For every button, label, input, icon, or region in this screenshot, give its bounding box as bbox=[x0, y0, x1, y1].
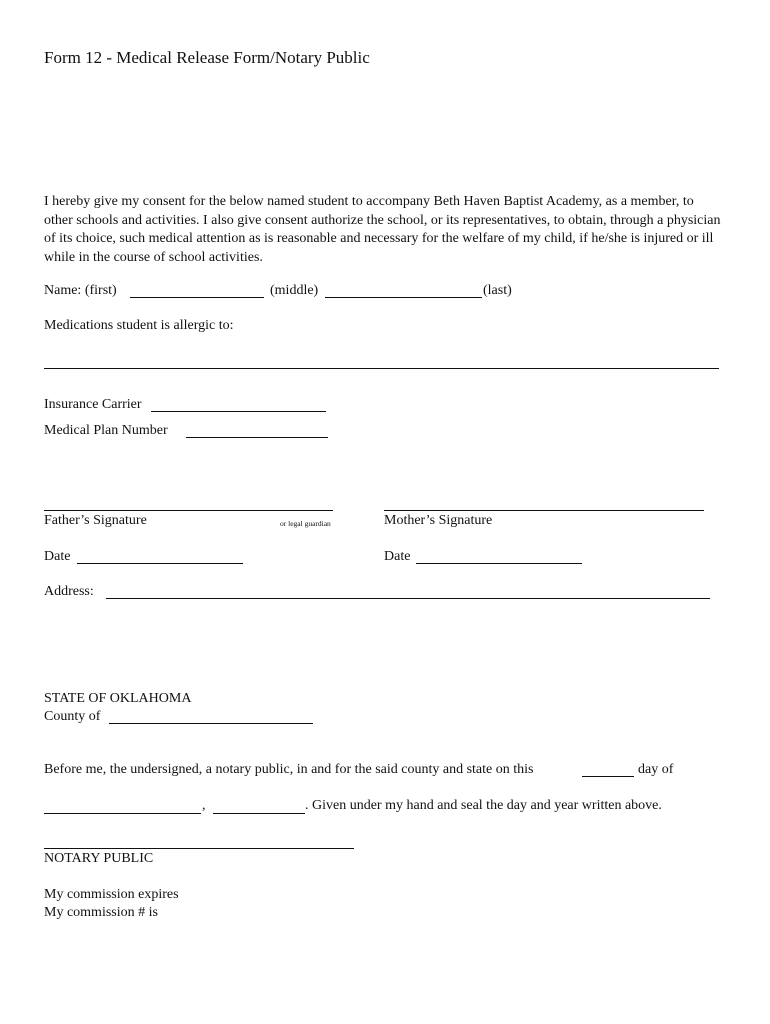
father-date-label: Date bbox=[44, 549, 71, 564]
mother-date-label: Date bbox=[384, 549, 411, 564]
state-label: STATE OF OKLAHOMA bbox=[44, 691, 192, 706]
father-signature-field[interactable] bbox=[44, 510, 333, 511]
consent-paragraph: I hereby give my consent for the below named student to accompany Beth Haven Baptist Academy, as a member, to other schools and activities. I also give consent authorize the school, or its representatives, to obtain, through a physician of its choice, such medical attention as is reasonable and necessary for the welfare of my child, if he/she is injured or ill while in the course of school activities. bbox=[44, 194, 721, 265]
mother-signature-field[interactable] bbox=[384, 510, 704, 511]
name-first-field[interactable] bbox=[130, 297, 264, 298]
name-middle-label: (middle) bbox=[270, 283, 319, 298]
commission-expires-label: My commission expires bbox=[44, 887, 179, 902]
name-middle-field[interactable] bbox=[325, 297, 482, 298]
name-last-label: (last) bbox=[483, 283, 512, 298]
month-field[interactable] bbox=[44, 813, 201, 814]
father-signature-label: Father’s Signature bbox=[44, 513, 147, 528]
mother-signature-label: Mother’s Signature bbox=[384, 513, 493, 528]
form-title: Form 12 - Medical Release Form/Notary Public bbox=[44, 48, 370, 67]
insurance-field[interactable] bbox=[151, 411, 326, 412]
year-field[interactable] bbox=[213, 813, 305, 814]
mother-date-field[interactable] bbox=[416, 563, 582, 564]
address-label: Address: bbox=[44, 584, 94, 599]
name-first-label: Name: (first) bbox=[44, 283, 117, 298]
county-label: County of bbox=[44, 709, 101, 724]
notary-signature-field[interactable] bbox=[44, 848, 354, 849]
day-field[interactable] bbox=[582, 776, 634, 777]
county-field[interactable] bbox=[109, 723, 313, 724]
allergy-field[interactable] bbox=[44, 368, 719, 369]
father-date-field[interactable] bbox=[77, 563, 243, 564]
allergy-label: Medications student is allergic to: bbox=[44, 318, 234, 333]
notary-public-label: NOTARY PUBLIC bbox=[44, 851, 154, 866]
given-text: . Given under my hand and seal the day and year written above. bbox=[305, 798, 662, 813]
medical-plan-label: Medical Plan Number bbox=[44, 423, 168, 438]
day-of-text: day of bbox=[638, 762, 674, 777]
legal-guardian-note: or legal guardian bbox=[280, 519, 331, 528]
commission-number-label: My commission # is bbox=[44, 905, 158, 920]
before-me-text: Before me, the undersigned, a notary public, in and for the said county and state on this bbox=[44, 762, 534, 777]
medical-plan-field[interactable] bbox=[186, 437, 328, 438]
insurance-label: Insurance Carrier bbox=[44, 397, 142, 412]
address-field[interactable] bbox=[106, 598, 710, 599]
comma-text: , bbox=[202, 798, 206, 813]
